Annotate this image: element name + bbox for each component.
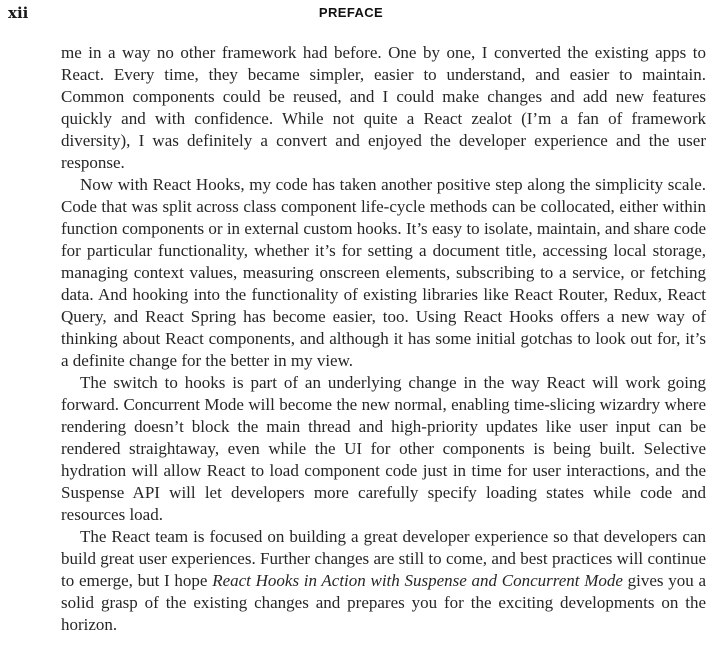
paragraph-4 — [61, 526, 706, 636]
paragraph-1: me in a way no other framework had before. One by one, I converted the existing apps to React. Every time, they became simpler, easier to understand, and easier to maintain. Common components could be reused, and I could make changes and add new features quickly and with confidence. While not quite a React zealot (I’m a fan of framework diversity), I was definitely a convert and enjoyed the developer experience and the user response. — [61, 43, 706, 172]
paragraph-4-text-after: gives you a solid grasp of the existing changes and prepares you for the exciting developments on the horizon. — [61, 571, 706, 634]
running-head-title: PREFACE — [318, 5, 384, 20]
paragraph-3: The switch to hooks is part of an underlying change in the way React will work going forward. Concurrent Mode will become the new normal, enabling time-slicing wizardry where rendering doesn’t block the main thread and high-priority updates like user input can be rendered straightaway, even while the UI for other components is being built. Selective hydration will allow React to load component code just in time for user interactions, and the Suspense API will let developers more carefully specify loading states while code and resources load. — [61, 373, 706, 524]
running-header — [0, 4, 720, 22]
page-body — [61, 42, 706, 636]
paragraph-4-text-before: The React team is focused on building a great developer experience so that developers can build great user experiences. Further changes are still to come, and best practices will continue to emerge, but I hope — [61, 527, 706, 590]
page-number: xii — [8, 4, 29, 22]
paragraph-2: Now with React Hooks, my code has taken another positive step along the simplicity scale. Code that was split across class component life-cycle methods can be collocated, either within function components or in external custom hooks. It’s easy to isolate, maintain, and share code for particular functionality, whether it’s for setting a document title, accessing local storage, managing context values, measuring onscreen elements, subscribing to a service, or fetching data. And hooking into the functionality of existing libraries like React Router, Redux, React Query, and React Spring has become easier, too. Using React Hooks offers a new way of thinking about React components, and although it has some initial gotchas to look out for, it’s a definite change for the better in my view. — [61, 175, 706, 370]
book-title: React Hooks in Action with Suspense and Concurrent Mode — [212, 571, 623, 590]
